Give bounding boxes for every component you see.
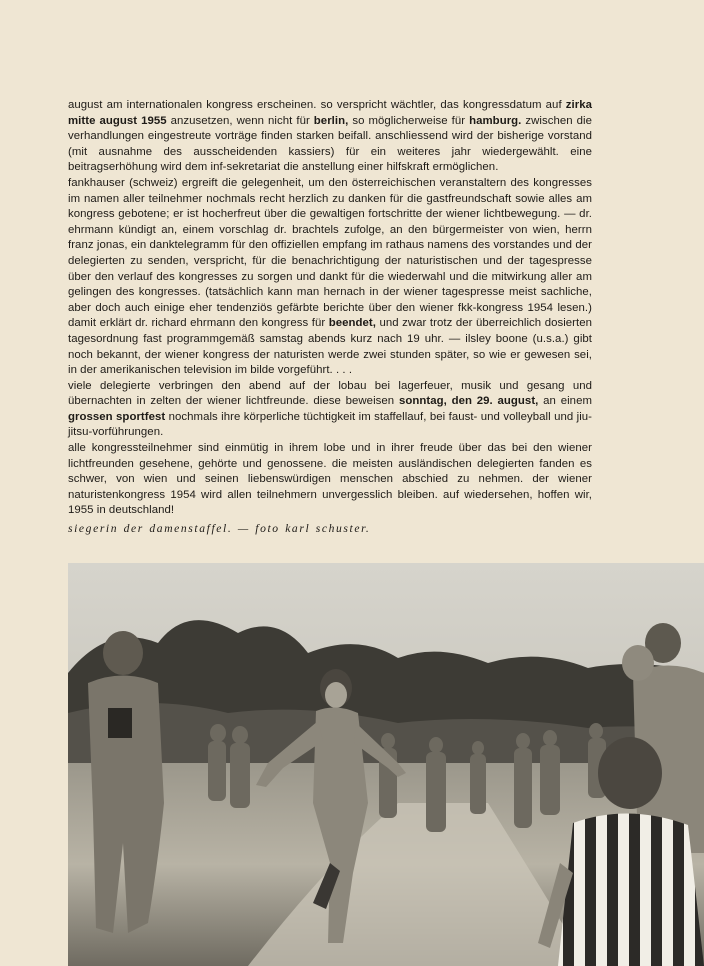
bold-text-run: grossen sportfest [68,410,166,423]
article-paragraph [68,176,592,379]
text-run: anzusetzen, wenn nicht für [166,114,314,127]
text-run: nochmals ihre körperliche tüchtigkeit im staffellauf, bei faust- und volleyball und jiu-jitsu-vorführungen. [68,410,593,439]
bold-text-run: zirka mitte august 1955 [68,99,592,127]
photograph-relay-race [68,563,704,966]
bold-text-run: hamburg. [469,114,522,127]
text-run: viele delegierte verbringen den abend auf der lobau bei lagerfeuer, musik und gesang und übernachten in zelten der wiener lichtfreunde. diese beweisen [68,379,592,408]
bold-text-run: sonntag, den 29. august, [398,395,539,408]
bold-text-run: beendet, [328,317,376,330]
article-paragraph [68,441,592,519]
text-run: alle kongressteilnehmer sind einmütig in ihrem lobe und in ihrer freude über das bei den wiener lichtfreunden gesehene, gehörte und genossene. die meisten ausländischen delegierten fanden es schwer, von wien und seinen liebenswürdigen menschen abschied zu nehmen. der wiener naturistenkongress 1954 wird allen teilnehmern unvergesslich bleiben. auf wiedersehen, hoffen wir, 1955 in deutschland! [68,442,592,517]
text-run: an einem [538,395,592,408]
article-paragraph [68,379,592,441]
text-run: so möglicherweise für [348,114,470,127]
text-run: fankhauser (schweiz) ergreift die gelegenheit, um den österreichischen veranstaltern des kongresses im namen aller teilnehmer nochmals recht herzlich zu danken für die gastfreundschaft sowie alles am kongress gebotene; er ist hocherfreut über die gewaltigen fortschritte der wiener lichtbewegung. — dr. ehrmann kündigt an, einem vorschlag dr. brachtels zufolge, an den bürgermeister von wien, herrn franz jonas, ein danktelegramm für den offiziellen empfang im rathaus namens des vorstandes und der delegierten zu senden, verspricht, für die benachrichtigung der naturistischen und der tagespresse über den verlauf des kongresses zu sorgen und dankt für die wiederwahl und die mitwirkung aller am gelingen des kongresses. (tatsächlich kann man hernach in der wiener tagespresse meist sachliche, aber doch auch einige eher tendenziös gefärbte berichte über den wiener fkk-kongress 1954 lesen.) damit erklärt dr. richard ehrmann den kongress für [68,176,592,330]
text-run: august am internationalen kongress erscheinen. so verspricht wächtler, das kongressdatum auf [68,99,566,111]
photo-caption: siegerin der damenstaffel. — foto karl schuster. [68,522,371,535]
text-run: und zwar trotz der überreichlich dosierten tagesordnung fast programmgemäß samstag abends kurz nach 19 uhr. — ilsley boone (u.s.a.) gibt noch bekannt, der wiener kongress der naturisten werde zwei stunden später, so wie er gewesen sei, in der amerikanischen television im bilde vorgeführt. . . . [68,317,593,377]
text-run: zwischen die verhandlungen eingestreute vorträge finden starken beifall. anschliessend wird der bisherige vorstand (mit ausnahme des ausscheidenden kassiers) für ein weiteres jahr wiedergewählt. eine beitragserhöhung wird dem inf-sekretariat die anstellung einer hilfskraft ermöglichen. [68,114,593,174]
bold-text-run: berlin, [313,114,349,127]
article-body [68,98,592,519]
article-paragraph [68,98,592,176]
photo-illustration [68,563,704,966]
